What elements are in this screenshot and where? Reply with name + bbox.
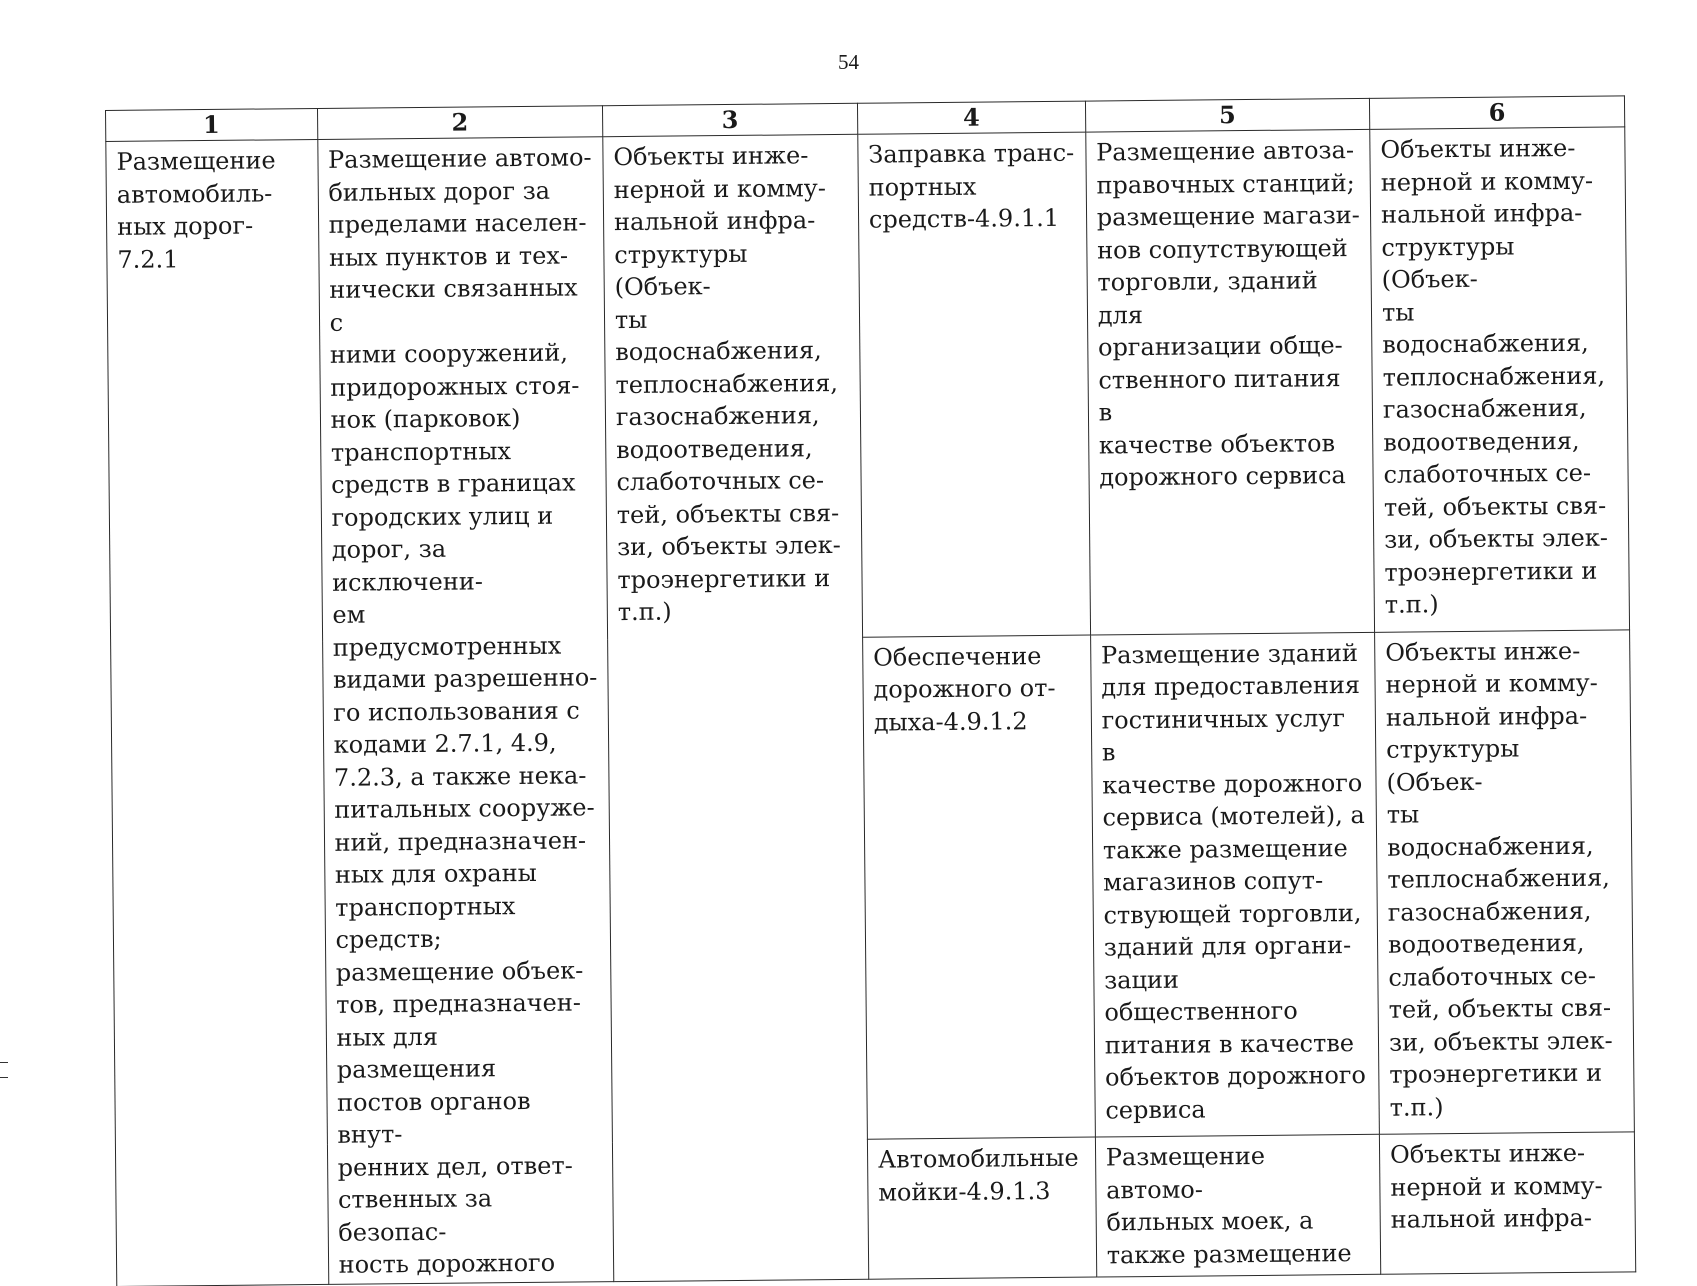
cell-auxiliary-use: Обеспечение дорожного от- дыха-4.9.1.2 [862, 635, 1095, 1140]
scan-edge-mark [0, 1062, 8, 1078]
cell-auxiliary-description: Размещение автоза- правочных станций; размещение магази- нов сопутствующей торговли, зданий для организации обще- ственного питания в качестве объектов дорожного сервиса [1085, 129, 1374, 634]
cell-auxiliary-description: Размещение зданий для предоставления гостиничных услуг в качестве дорожного сервиса (мотелей), а также размещение магазинов сопут- ствующей торговли, зданий для органи- зации общественного питания в качестве объектов дорожного сервиса [1090, 632, 1379, 1137]
cell-auxiliary-objects: Объекты инже- нерной и комму- нальной инфра- структуры (Объек- ты водоснабжения, теплоснабжения, газоснабжения, водоотведения, слаботочных се- тей, объекты свя- зи, объекты элек- троэнергетики и т.п.) [1375, 629, 1635, 1134]
header-col-5: 5 [1085, 98, 1370, 132]
cell-auxiliary-use: Автомобильные мойки-4.9.1.3 [867, 1137, 1096, 1278]
land-use-table [105, 95, 1636, 1286]
header-col-3: 3 [602, 103, 857, 136]
cell-auxiliary-objects: Объекты инже- нерной и комму- нальной инфра- структуры (Объек- ты водоснабжения, теплоснабжения, газоснабжения, водоотведения, слаботочных се- тей, объекты свя- зи, объекты элек- троэнергетики и т.п.) [1370, 127, 1630, 632]
header-col-2: 2 [317, 106, 603, 140]
page-number: 54 [838, 50, 859, 74]
cell-permitted-objects: Объекты инже- нерной и комму- нальной инфра- структуры (Объек- ты водоснабжения, теплоснабжения, газоснабжения, водоотведения, слаботочных се- тей, объекты свя- зи, объекты элек- троэнергетики и т.п.) [603, 134, 869, 1281]
cell-auxiliary-description: Размещение автомо- бильных моек, а также размещение [1095, 1135, 1381, 1277]
cell-land-use-type: Размещение автомобиль- ных дорог- 7.2.1 [106, 139, 329, 1285]
cell-auxiliary-objects: Объекты инже- нерной и комму- нальной инфра- [1379, 1132, 1635, 1274]
cell-land-use-description: Размещение автомо- бильных дорог за пределами населен- ных пунктов и тех- нически связанных с ними сооружений, придорожных стоя- нок (парковок) транспортных средств в границах городских улиц и дорог, за исключени- ем предусмотренных видами разрешенно- го использования с кодами 2.7.1, 4.9, 7.2.3, а также нека- питальных сооруже- ний, предназначен- ных для охраны транспортных средств; размещение объек- тов, предназначен- ных для размещения постов органов внут- ренних дел, ответ- ственных за безопас- ность дорожного [317, 137, 613, 1284]
header-col-6: 6 [1369, 96, 1624, 129]
header-col-1: 1 [106, 108, 318, 141]
cell-auxiliary-use: Заправка транс- портных средств-4.9.1.1 [858, 132, 1091, 637]
header-col-4: 4 [857, 101, 1085, 134]
table-row [106, 127, 1630, 644]
